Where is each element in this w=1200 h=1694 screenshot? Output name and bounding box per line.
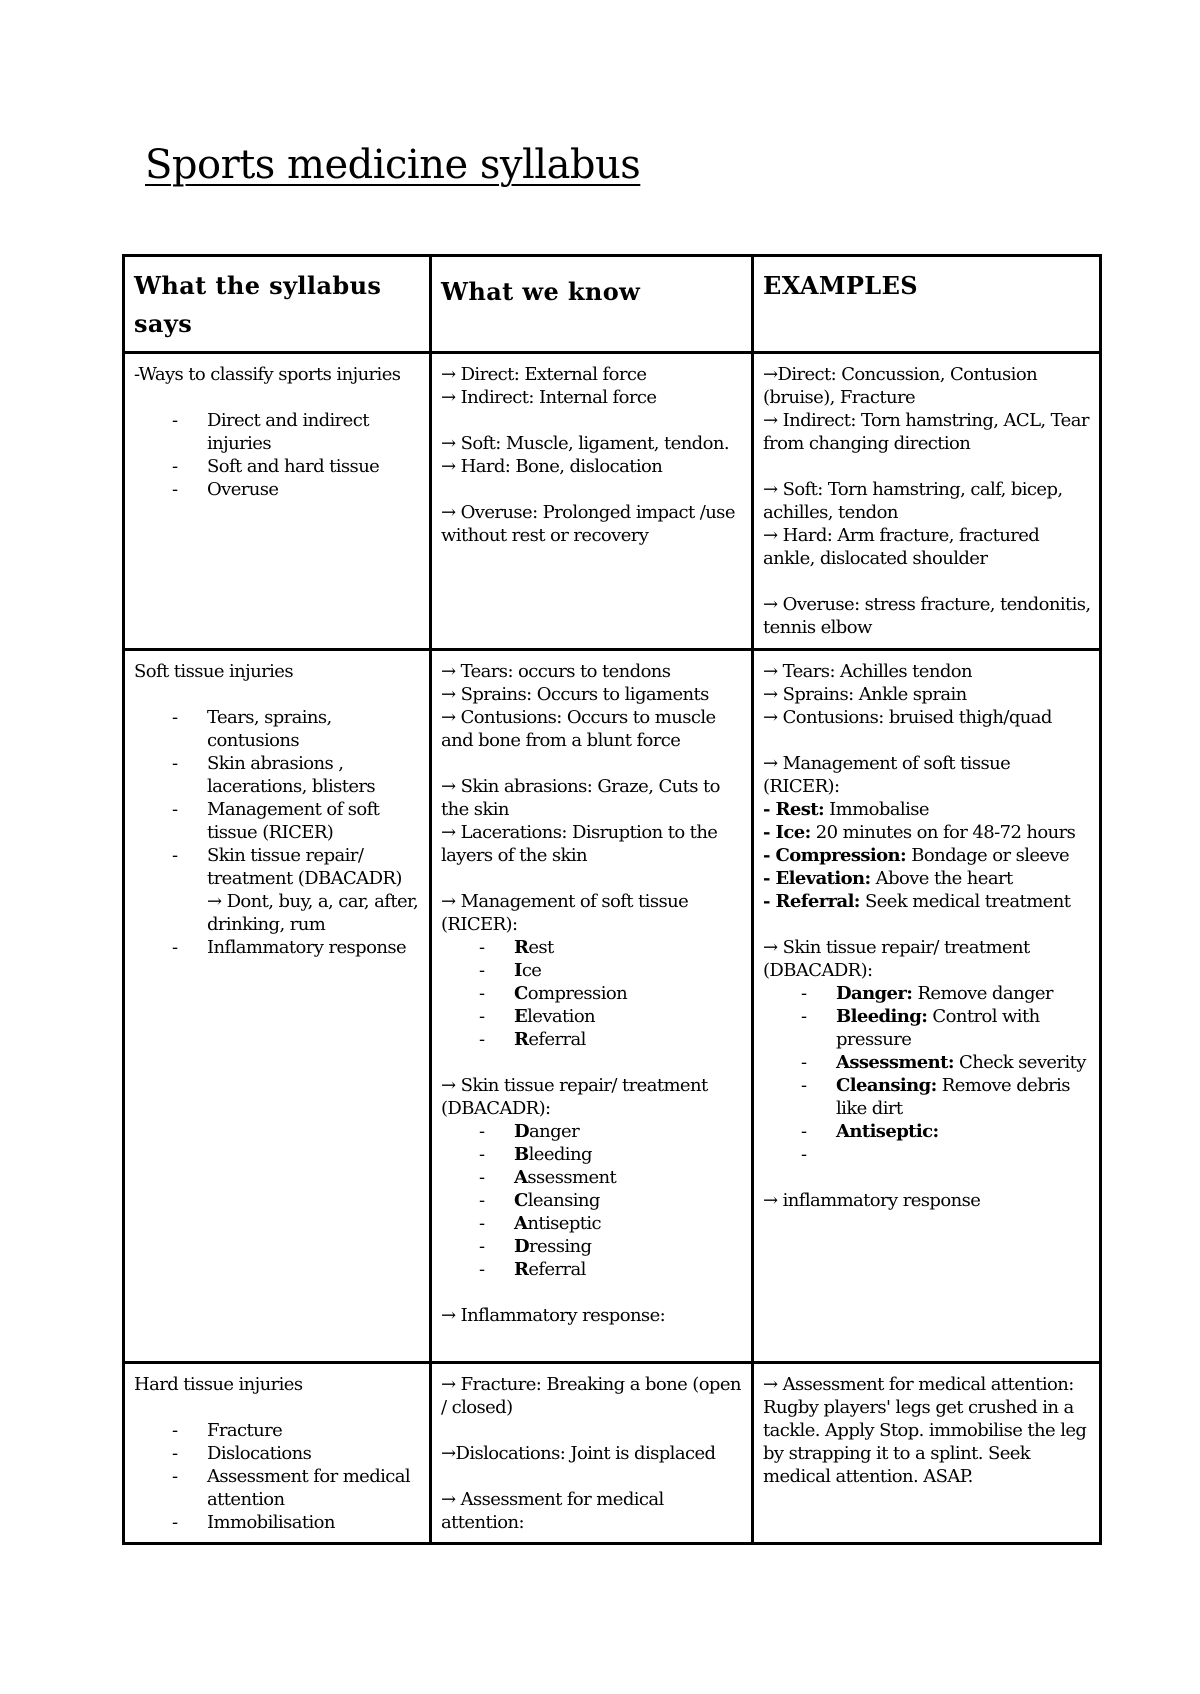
text-line: → Hard: Arm fracture, fractured ankle, dislocated shoulder bbox=[763, 525, 1040, 569]
list-item: - Ice bbox=[441, 959, 743, 982]
list-item: - Danger: Remove danger bbox=[763, 982, 1091, 1005]
syllabus-list bbox=[134, 1419, 421, 1534]
syllabus-table bbox=[122, 254, 1102, 1545]
list-item: - Immobilisation bbox=[134, 1511, 421, 1534]
ricer-list bbox=[441, 936, 743, 1051]
text-line: → Assessment for medical attention: Rugby players' legs get crushed in a tackle. Apply Stop. immobilise the leg by strapping it to a splint. Seek medical attention. ASAP. bbox=[763, 1374, 1087, 1487]
list-item: - Cleansing: Remove debris like dirt bbox=[763, 1074, 1091, 1120]
list-item: - Cleansing bbox=[441, 1189, 743, 1212]
text-line: →Direct: Concussion, Contusion (bruise), Fracture bbox=[763, 364, 1038, 408]
text-line: → Fracture: Breaking a bone (open / closed) bbox=[441, 1374, 741, 1418]
list-item: - Tears, sprains, contusions bbox=[134, 706, 421, 752]
text-line: → Tears: Achilles tendon bbox=[763, 661, 973, 682]
text-line: → Tears: occurs to tendons bbox=[441, 661, 671, 682]
list-item: - Skin abrasions , lacerations, blisters bbox=[134, 752, 421, 798]
list-item: - Management of soft tissue (RICER) bbox=[134, 798, 421, 844]
text-line: → Skin tissue repair/ treatment (DBACADR): bbox=[441, 1075, 708, 1119]
list-item: - Antiseptic: bbox=[763, 1120, 1091, 1143]
table-row bbox=[124, 650, 1101, 1363]
text-line: → Management of soft tissue (RICER): bbox=[763, 753, 1011, 797]
list-item: - Overuse bbox=[134, 478, 421, 501]
list-item: - Assessment bbox=[441, 1166, 743, 1189]
text-line: - Ice: 20 minutes on for 48-72 hours bbox=[763, 822, 1076, 843]
syllabus-cell bbox=[124, 1363, 431, 1544]
examples-cell bbox=[753, 1363, 1101, 1544]
know-cell bbox=[431, 1363, 753, 1544]
list-item: - Bleeding: Control with pressure bbox=[763, 1005, 1091, 1051]
text-line: → Direct: External force bbox=[441, 364, 647, 385]
list-item: - Referral bbox=[441, 1028, 743, 1051]
dbacadr-list bbox=[441, 1120, 743, 1281]
syllabus-cell bbox=[124, 650, 431, 1363]
list-item: - Assessment: Check severity bbox=[763, 1051, 1091, 1074]
header-examples: EXAMPLES bbox=[753, 256, 1101, 353]
text-line: → Sprains: Ankle sprain bbox=[763, 684, 967, 705]
text-line: → Indirect: Torn hamstring, ACL, Tear from changing direction bbox=[763, 410, 1089, 454]
examples-cell bbox=[753, 353, 1101, 650]
text-line: → Contusions: Occurs to muscle and bone from a blunt force bbox=[441, 707, 716, 751]
know-cell bbox=[431, 353, 753, 650]
header-syllabus: What the syllabus says bbox=[124, 256, 431, 353]
cell-heading: Soft tissue injuries bbox=[134, 661, 293, 682]
text-line: → Indirect: Internal force bbox=[441, 387, 657, 408]
text-line: → Soft: Muscle, ligament, tendon. bbox=[441, 433, 729, 454]
syllabus-cell bbox=[124, 353, 431, 650]
list-item: - Antiseptic bbox=[441, 1212, 743, 1235]
text-line: →Dislocations: Joint is displaced bbox=[441, 1443, 716, 1464]
list-item: - Skin tissue repair/ treatment (DBACADR) → Dont, buy, a, car, after, drinking, rum bbox=[134, 844, 421, 936]
text-line: - Referral: Seek medical treatment bbox=[763, 891, 1071, 912]
text-line: → Management of soft tissue (RICER): bbox=[441, 891, 689, 935]
list-item: - Rest bbox=[441, 936, 743, 959]
text-line: → Skin tissue repair/ treatment (DBACADR): bbox=[763, 937, 1030, 981]
list-item: - Direct and indirect injuries bbox=[134, 409, 421, 455]
list-item: - Referral bbox=[441, 1258, 743, 1281]
header-what-we-know: What we know bbox=[431, 256, 753, 353]
list-item: - Compression bbox=[441, 982, 743, 1005]
list-item: - Dressing bbox=[441, 1235, 743, 1258]
page-title: Sports medicine syllabus bbox=[145, 142, 641, 188]
text-line: → Inflammatory response: bbox=[441, 1305, 666, 1326]
syllabus-list bbox=[134, 706, 421, 959]
list-item: - Dislocations bbox=[134, 1442, 421, 1465]
list-item: - Inflammatory response bbox=[134, 936, 421, 959]
table-row bbox=[124, 353, 1101, 650]
header-row bbox=[124, 256, 1101, 353]
text-line: → inflammatory response bbox=[763, 1190, 981, 1211]
table-row bbox=[124, 1363, 1101, 1544]
examples-cell bbox=[753, 650, 1101, 1363]
text-line: → Lacerations: Disruption to the layers of the skin bbox=[441, 822, 718, 866]
text-line: → Sprains: Occurs to ligaments bbox=[441, 684, 709, 705]
list-item: - Elevation bbox=[441, 1005, 743, 1028]
text-line: → Soft: Torn hamstring, calf, bicep, achilles, tendon bbox=[763, 479, 1063, 523]
text-line: - Compression: Bondage or sleeve bbox=[763, 845, 1070, 866]
list-item: - Bleeding bbox=[441, 1143, 743, 1166]
syllabus-list bbox=[134, 409, 421, 501]
cell-heading: Hard tissue injuries bbox=[134, 1374, 303, 1395]
text-line: - Elevation: Above the heart bbox=[763, 868, 1013, 889]
list-item: - Fracture bbox=[134, 1419, 421, 1442]
text-line: → Skin abrasions: Graze, Cuts to the skin bbox=[441, 776, 720, 820]
know-cell bbox=[431, 650, 753, 1363]
list-item: - Soft and hard tissue bbox=[134, 455, 421, 478]
cell-heading: -Ways to classify sports injuries bbox=[134, 364, 401, 385]
text-line: → Contusions: bruised thigh/quad bbox=[763, 707, 1052, 728]
list-item: - Danger bbox=[441, 1120, 743, 1143]
text-line: → Assessment for medical attention: bbox=[441, 1489, 664, 1533]
text-line: → Hard: Bone, dislocation bbox=[441, 456, 663, 477]
text-line: - Rest: Immobalise bbox=[763, 799, 929, 820]
list-item: - Assessment for medical attention bbox=[134, 1465, 421, 1511]
dbacadr-examples-list bbox=[763, 982, 1091, 1143]
text-line: → Overuse: Prolonged impact /use without rest or recovery bbox=[441, 502, 735, 546]
text-line: → Overuse: stress fracture, tendonitis, tennis elbow bbox=[763, 594, 1091, 638]
